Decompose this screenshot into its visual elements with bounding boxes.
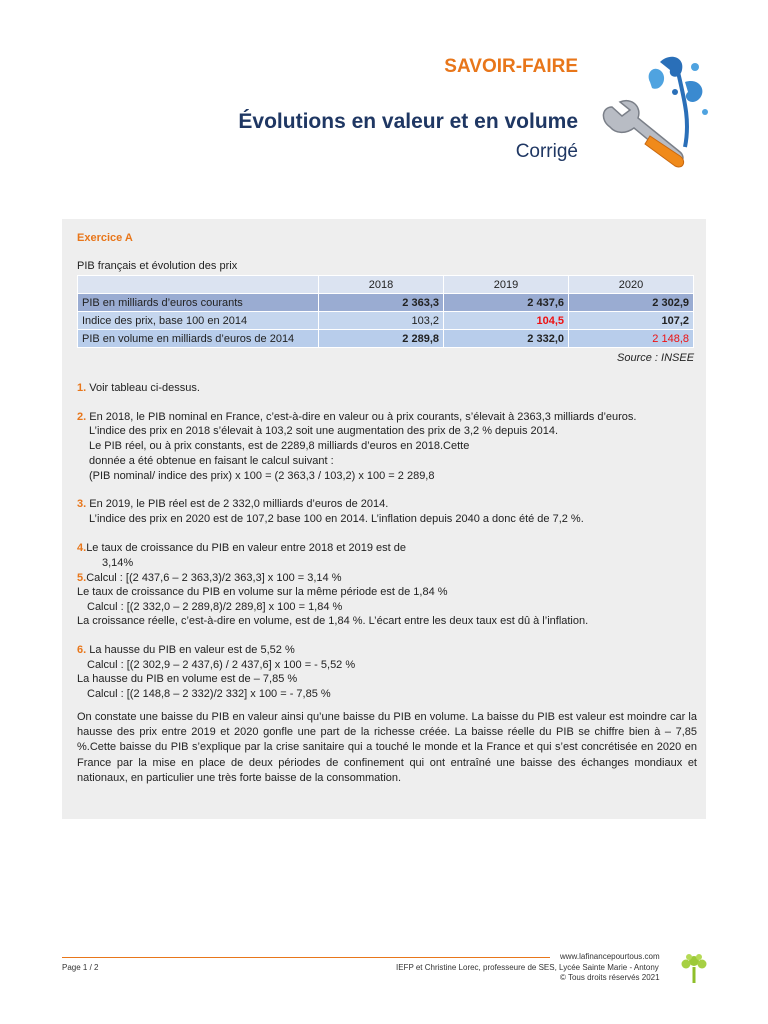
answer-3-line bbox=[77, 497, 388, 512]
exercise-title: Exercice A bbox=[77, 232, 133, 244]
table-cell-highlighted: 104,5 bbox=[444, 312, 569, 330]
table-cell: 2 363,3 bbox=[319, 294, 444, 312]
answer-2-line bbox=[77, 410, 636, 425]
table-header-cell: 2020 bbox=[569, 276, 694, 294]
answer-2-line: donnée a été obtenue en faisant le calcul suivant : bbox=[89, 455, 334, 467]
table-cell-highlighted: 2 148,8 bbox=[569, 330, 694, 348]
answer-4-line bbox=[77, 541, 406, 556]
answer-text: Le taux de croissance du PIB en valeur entre 2018 et 2019 est de bbox=[86, 542, 407, 554]
answer-6-line bbox=[77, 643, 295, 658]
table-cell: 107,2 bbox=[569, 312, 694, 330]
table-cell: 2 302,9 bbox=[569, 294, 694, 312]
table-row-label: PIB en volume en milliards d’euros de 2014 bbox=[78, 330, 319, 348]
answer-2-line: Le PIB réel, ou à prix constants, est de 2289,8 milliards d’euros en 2018.Cette bbox=[89, 440, 470, 452]
table-header-cell: 2019 bbox=[444, 276, 569, 294]
answer-text: En 2018, le PIB nominal en France, c’est-à-dire en valeur ou à prix courants, s’élevait à 2363,3 milliards d’euros. bbox=[89, 411, 637, 423]
answer-number: 6. bbox=[77, 644, 87, 656]
table-header-cell bbox=[78, 276, 319, 294]
document-kicker: SAVOIR-FAIRE bbox=[444, 56, 578, 77]
answer-4-line: 3,14% bbox=[102, 557, 134, 569]
wrench-splash-logo-icon bbox=[590, 52, 710, 182]
answer-5-line: Le taux de croissance du PIB en volume sur la même période est de 1,84 % bbox=[77, 586, 448, 598]
answer-number: 2. bbox=[77, 411, 87, 423]
tree-logo-icon bbox=[678, 953, 710, 983]
answer-1 bbox=[77, 381, 200, 396]
table-row bbox=[78, 294, 694, 312]
answer-number: 5. bbox=[77, 572, 87, 584]
footer-divider bbox=[62, 957, 550, 958]
table-source: Source : INSEE bbox=[617, 352, 695, 364]
table-cell: 2 437,6 bbox=[444, 294, 569, 312]
answer-6-line: Calcul : [(2 148,8 – 2 332)/2 332] x 100 = - 7,85 % bbox=[87, 688, 331, 700]
answer-5-line bbox=[77, 571, 342, 586]
gdp-table bbox=[77, 275, 694, 348]
document-title: Évolutions en valeur et en volume bbox=[238, 110, 578, 133]
footer-copyright: © Tous droits réservés 2021 bbox=[560, 973, 660, 982]
table-row bbox=[78, 312, 694, 330]
answer-2-line: (PIB nominal/ indice des prix) x 100 = (2 363,3 / 103,2) x 100 = 2 289,8 bbox=[89, 470, 435, 482]
table-caption: PIB français et évolution des prix bbox=[77, 260, 238, 272]
footer-website: www.lafinancepourtous.com bbox=[560, 952, 660, 961]
footer-authors: IEFP et Christine Lorec, professeure de SES, Lycée Sainte Marie - Antony bbox=[396, 963, 659, 972]
conclusion-paragraph: On constate une baisse du PIB en valeur ainsi qu’une baisse du PIB en volume. La baisse du PIB est valeur est moindre car la hausse des prix entre 2019 et 2020 gonfle une part de la richesse créée. La baisse réelle du PIB se chiffre bien à – 7,85 %.Cette baisse du PIB s’explique par la crise sanitaire qui a touché le monde et la France et qui s’est concrétisée en 2020 en France par la mise en place de deux périodes de confinement qui ont entraîné une baisse des échanges mondiaux et nationaux, en particulier une très forte baisse de la consommation. bbox=[77, 711, 697, 784]
answer-number: 4. bbox=[77, 542, 87, 554]
table-header-row bbox=[78, 276, 694, 294]
table-row bbox=[78, 330, 694, 348]
footer-page-number: Page 1 / 2 bbox=[62, 963, 99, 972]
table-cell: 2 289,8 bbox=[319, 330, 444, 348]
answer-text: Voir tableau ci-dessus. bbox=[89, 382, 200, 394]
answer-5-line: Calcul : [(2 332,0 – 2 289,8)/2 289,8] x 100 = 1,84 % bbox=[87, 601, 343, 613]
table-cell: 2 332,0 bbox=[444, 330, 569, 348]
answer-3-line: L’indice des prix en 2020 est de 107,2 base 100 en 2014. L’inflation depuis 2040 a donc été de 7,2 %. bbox=[89, 513, 584, 525]
answer-text: En 2019, le PIB réel est de 2 332,0 milliards d’euros de 2014. bbox=[89, 498, 389, 510]
document-subtitle: Corrigé bbox=[515, 141, 578, 162]
answer-text: La hausse du PIB en valeur est de 5,52 % bbox=[89, 644, 295, 656]
table-header-cell: 2018 bbox=[319, 276, 444, 294]
table-row-label: PIB en milliards d’euros courants bbox=[78, 294, 319, 312]
table-cell: 103,2 bbox=[319, 312, 444, 330]
answer-2-line: L’indice des prix en 2018 s’élevait à 103,2 soit une augmentation des prix de 3,2 % depuis 2014. bbox=[89, 425, 559, 437]
answer-6-line: La hausse du PIB en volume est de – 7,85 % bbox=[77, 673, 298, 685]
answer-number: 1. bbox=[77, 382, 87, 394]
answer-number: 3. bbox=[77, 498, 87, 510]
answer-5-line: La croissance réelle, c’est-à-dire en volume, est de 1,84 %. L’écart entre les deux taux est dû à l’inflation. bbox=[77, 615, 589, 627]
table-row-label: Indice des prix, base 100 en 2014 bbox=[78, 312, 319, 330]
answer-text: Calcul : [(2 437,6 – 2 363,3)/2 363,3] x 100 = 3,14 % bbox=[86, 572, 342, 584]
answer-6-line: Calcul : [(2 302,9 – 2 437,6) / 2 437,6] x 100 = - 5,52 % bbox=[87, 659, 356, 671]
